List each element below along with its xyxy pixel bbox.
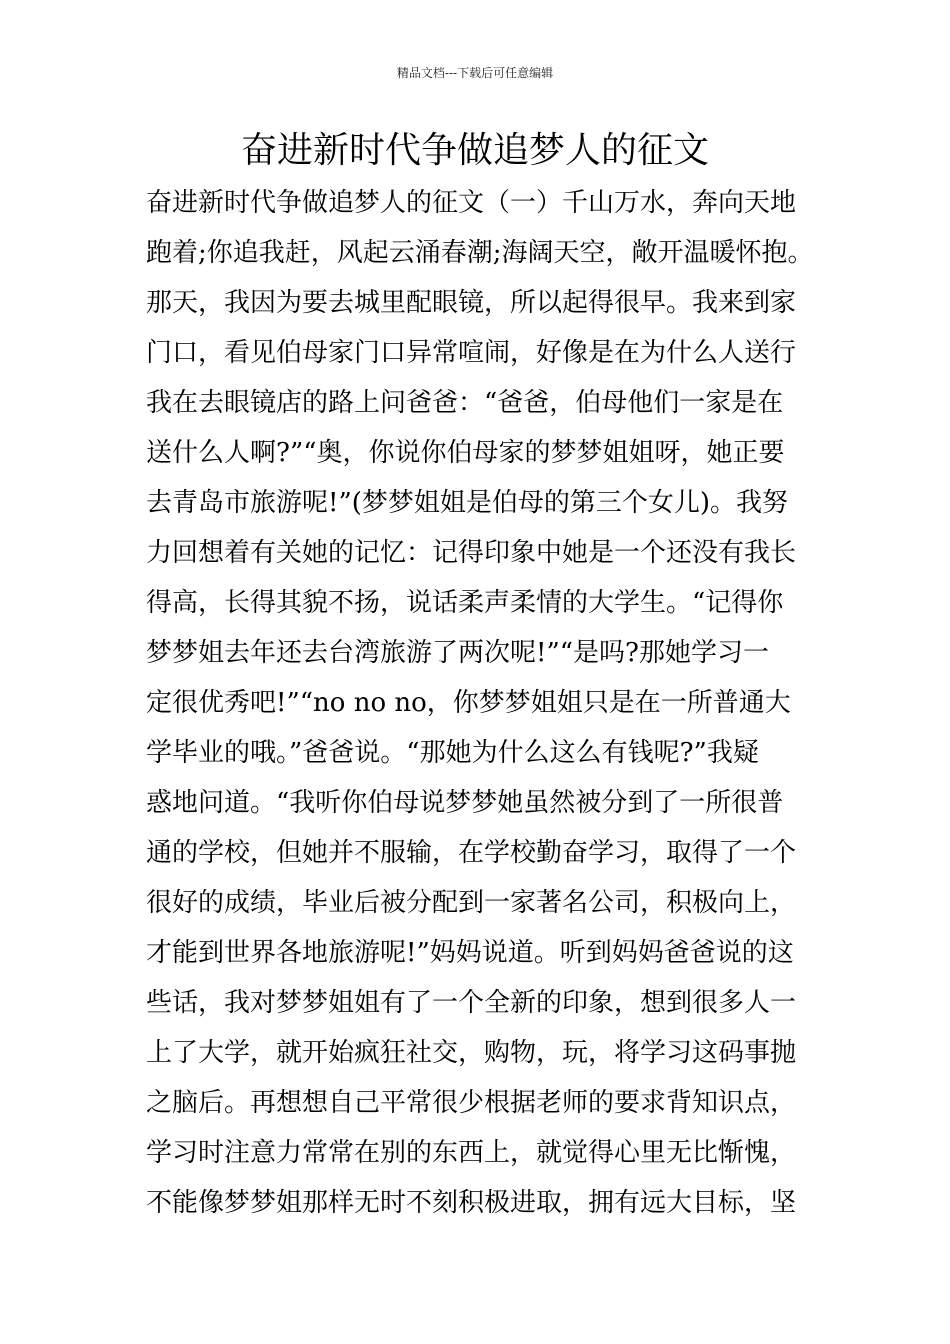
body-line: 通的学校，但她并不服输，在学校勤奋学习，取得了一个 — [146, 838, 797, 868]
body-line: 才能到世界各地旅游呢!”妈妈说道。听到妈妈爸爸说的这 — [146, 938, 794, 968]
body-line: 学习时注意力常常在别的东西上，就觉得心里无比惭愧， — [146, 1138, 797, 1168]
document-title: 奋进新时代争做追梦人的征文 — [240, 130, 709, 171]
document-body — [146, 178, 826, 1228]
header-note: 精品文档---下载后可任意编辑 — [396, 66, 554, 80]
body-line: 奋进新时代争做追梦人的征文（一）千山万水，奔向天地 — [146, 188, 797, 218]
body-line: 惑地问道。“我听你伯母说梦梦她虽然被分到了一所很普 — [146, 788, 784, 818]
body-line: 门口，看见伯母家门口异常喧闹，好像是在为什么人送行 — [146, 338, 797, 368]
body-line: 那天，我因为要去城里配眼镜，所以起得很早。我来到家 — [146, 288, 797, 318]
body-line: 定很优秀吧!”“no no no，你梦梦姐姐只是在一所普通大 — [146, 688, 791, 718]
body-line: 得高，长得其貌不扬，说话柔声柔情的大学生。“记得你 — [146, 588, 784, 618]
body-line: 不能像梦梦姐那样无时不刻积极进取，拥有远大目标，坚 — [146, 1188, 797, 1218]
body-line: 梦梦姐去年还去台湾旅游了两次呢!”“是吗?那她学习一 — [146, 638, 769, 668]
body-line: 我在去眼镜店的路上问爸爸：“爸爸，伯母他们一家是在 — [146, 388, 784, 418]
body-line: 送什么人啊?”“奥，你说你伯母家的梦梦姐姐呀，她正要 — [146, 438, 785, 468]
body-line: 力回想着有关她的记忆：记得印象中她是一个还没有我长 — [146, 538, 797, 568]
body-line: 些话，我对梦梦姐姐有了一个全新的印象，想到很多人一 — [146, 988, 797, 1018]
body-line: 跑着;你追我赶，风起云涌春潮;海阔天空，敞开温暖怀抱。 — [146, 238, 814, 268]
body-line: 去青岛市旅游呢!”(梦梦姐姐是伯母的第三个女儿)。我努 — [146, 488, 789, 518]
body-line: 上了大学，就开始疯狂社交，购物，玩，将学习这码事抛 — [146, 1038, 797, 1068]
body-line: 之脑后。再想想自己平常很少根据老师的要求背知识点， — [146, 1088, 797, 1118]
body-line: 学毕业的哦。”爸爸说。“那她为什么这么有钱呢?”我疑 — [146, 738, 759, 768]
body-line: 很好的成绩，毕业后被分配到一家著名公司，积极向上， — [146, 888, 797, 918]
